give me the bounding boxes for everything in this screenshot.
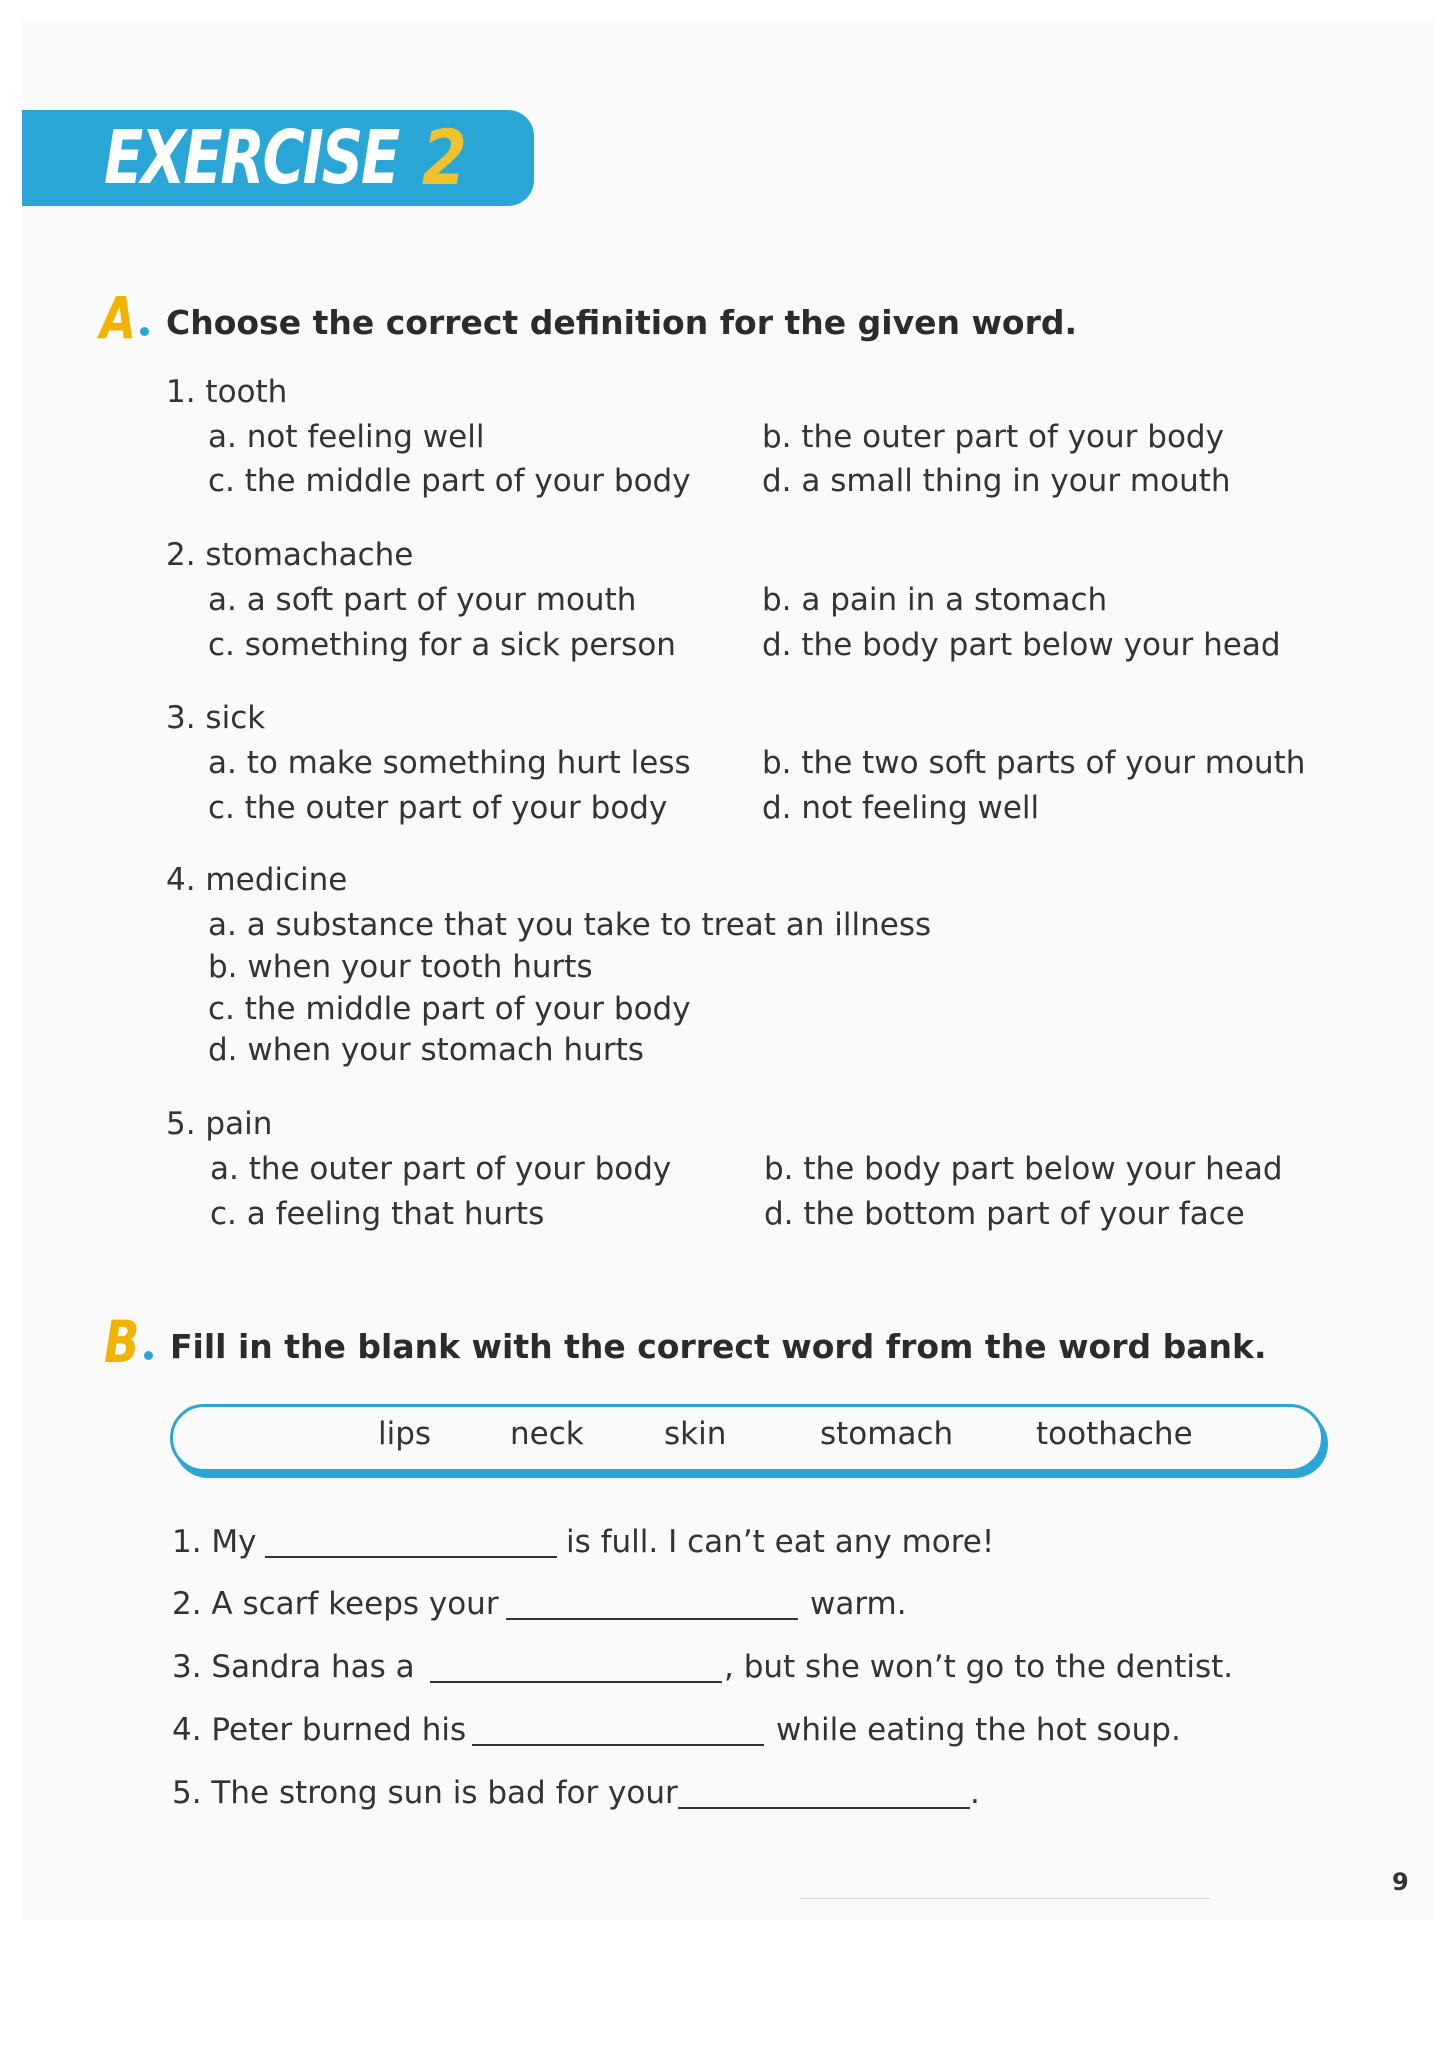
option-b: b. when your tooth hurts [208, 949, 593, 985]
footer-divider [800, 1898, 1210, 1899]
exercise-number: 2 [422, 113, 467, 202]
section-b-letter: B [104, 1308, 140, 1376]
word-bank-item: toothache [1036, 1416, 1193, 1452]
section-a-instruction: Choose the correct definition for the given word. [166, 303, 1078, 342]
option-c: c. the middle part of your body [208, 991, 691, 1027]
option-d: d. not feeling well [762, 790, 1040, 826]
answer-blank[interactable] [472, 1744, 764, 1746]
option-b: b. a pain in a stomach [762, 582, 1108, 618]
page-number: 9 [1392, 1868, 1409, 1896]
question-word: 3. sick [166, 700, 266, 736]
answer-blank[interactable] [430, 1681, 722, 1683]
sentence-start: 5. The strong sun is bad for your [172, 1775, 678, 1811]
option-b: b. the body part below your head [764, 1151, 1283, 1187]
question-word: 2. stomachache [166, 537, 414, 573]
answer-blank[interactable] [506, 1618, 798, 1620]
sentence-start: 1. My [172, 1524, 257, 1560]
question-word: 5. pain [166, 1106, 273, 1142]
question-word: 4. medicine [166, 862, 348, 898]
section-a-letter: A [100, 284, 136, 352]
option-b: b. the two soft parts of your mouth [762, 745, 1306, 781]
question-word: 1. tooth [166, 374, 288, 410]
option-c: c. the middle part of your body [208, 463, 691, 499]
sentence-end: . [970, 1775, 980, 1811]
answer-blank[interactable] [678, 1807, 970, 1809]
sentence-start: 2. A scarf keeps your [172, 1586, 499, 1622]
word-bank-item: neck [510, 1416, 584, 1452]
sentence-end: , but she won’t go to the dentist. [724, 1649, 1234, 1685]
option-c: c. something for a sick person [208, 627, 676, 663]
option-a: a. the outer part of your body [210, 1151, 672, 1187]
option-b: b. the outer part of your body [762, 419, 1224, 455]
section-b-dot [144, 1351, 153, 1360]
sentence-end: is full. I can’t eat any more! [566, 1524, 995, 1560]
sentence-end: while eating the hot soup. [776, 1712, 1181, 1748]
sentence-start: 3. Sandra has a [172, 1649, 415, 1685]
answer-blank[interactable] [265, 1556, 557, 1558]
option-a: a. to make something hurt less [208, 745, 691, 781]
word-bank-item: skin [664, 1416, 727, 1452]
option-c: c. a feeling that hurts [210, 1196, 545, 1232]
sentence-end: warm. [810, 1586, 907, 1622]
option-a: a. a substance that you take to treat an illness [208, 907, 932, 943]
word-bank-item: lips [378, 1416, 432, 1452]
word-bank-item: stomach [820, 1416, 954, 1452]
option-c: c. the outer part of your body [208, 790, 668, 826]
option-d: d. when your stomach hurts [208, 1032, 644, 1068]
option-d: d. the bottom part of your face [764, 1196, 1245, 1232]
exercise-title: EXERCISE [104, 115, 398, 201]
option-d: d. a small thing in your mouth [762, 463, 1231, 499]
option-d: d. the body part below your head [762, 627, 1281, 663]
section-a-dot [140, 327, 149, 336]
option-a: a. not feeling well [208, 419, 485, 455]
sentence-start: 4. Peter burned his [172, 1712, 467, 1748]
option-a: a. a soft part of your mouth [208, 582, 637, 618]
section-b-instruction: Fill in the blank with the correct word from the word bank. [170, 1327, 1267, 1366]
